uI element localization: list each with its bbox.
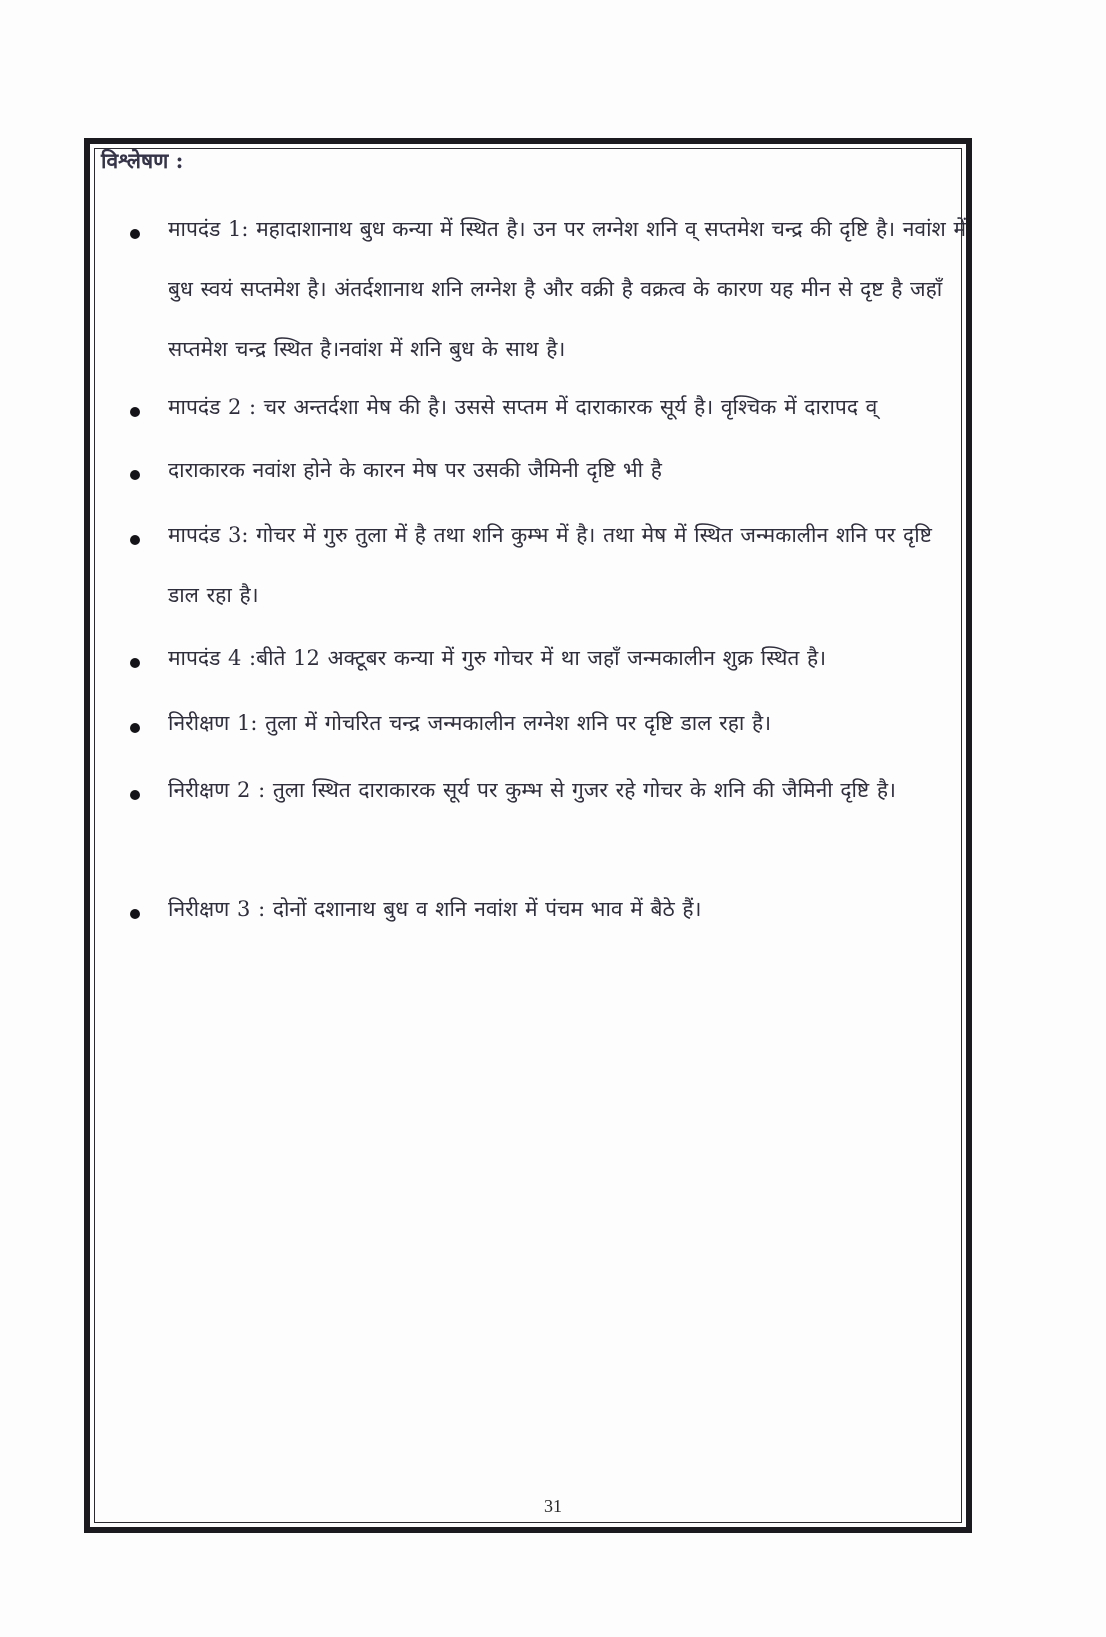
list-item-text: मापदंड 3: गोचर में गुरु तुला में है तथा शनि कुम्भ में है। तथा मेष में स्थित जन्मकालीन शनि पर दृष्टि डाल रहा है। <box>168 523 932 607</box>
bullet-icon <box>130 470 140 480</box>
bullet-icon <box>130 790 140 800</box>
list-item-text: निरीक्षण 3 : दोनों दशानाथ बुध व शनि नवांश में पंचम भाव में बैठे हैं। <box>168 897 702 921</box>
bullet-icon <box>130 723 140 733</box>
list-item-text: मापदंड 4 :बीते 12 अक्टूबर कन्या में गुरु गोचर में था जहाँ जन्मकालीन शुक्र स्थित है। <box>168 646 827 670</box>
list-item-text: निरीक्षण 1: तुला में गोचरित चन्द्र जन्मकालीन लग्नेश शनि पर दृष्टि डाल रहा है। <box>168 711 772 735</box>
page-number: 31 <box>544 1496 562 1516</box>
list-item-text: मापदंड 2 : चर अन्तर्दशा मेष की है। उससे सप्तम में दाराकारक सूर्य है। वृश्चिक में दारापद व् <box>168 395 878 419</box>
bullet-icon <box>130 229 140 239</box>
bullet-icon <box>130 658 140 668</box>
section-heading: विश्लेषण : <box>101 148 184 173</box>
bullet-icon <box>130 535 140 545</box>
list-item-text: निरीक्षण 2 : तुला स्थित दाराकारक सूर्य पर कुम्भ से गुजर रहे गोचर के शनि की जैमिनी दृष्टि है। <box>168 778 896 802</box>
bullet-icon <box>130 909 140 919</box>
list-item-text: मापदंड 1: महादाशानाथ बुध कन्या में स्थित है। उन पर लग्नेश शनि व् सप्तमेश चन्द्र की दृष्टि है। नवांश में बुध स्वयं सप्तमेश है। अंतर्दशानाथ शनि लग्नेश है और वक्री है वक्रत्व के कारण यह मीन से दृष्ट है जहाँ सप्तमेश चन्द्र स्थित है।नवांश में शनि बुध के साथ है। <box>168 217 967 361</box>
list-item-text: दाराकारक नवांश होने के कारन मेष पर उसकी जैमिनी दृष्टि भी है <box>168 458 662 482</box>
bullet-icon <box>130 407 140 417</box>
